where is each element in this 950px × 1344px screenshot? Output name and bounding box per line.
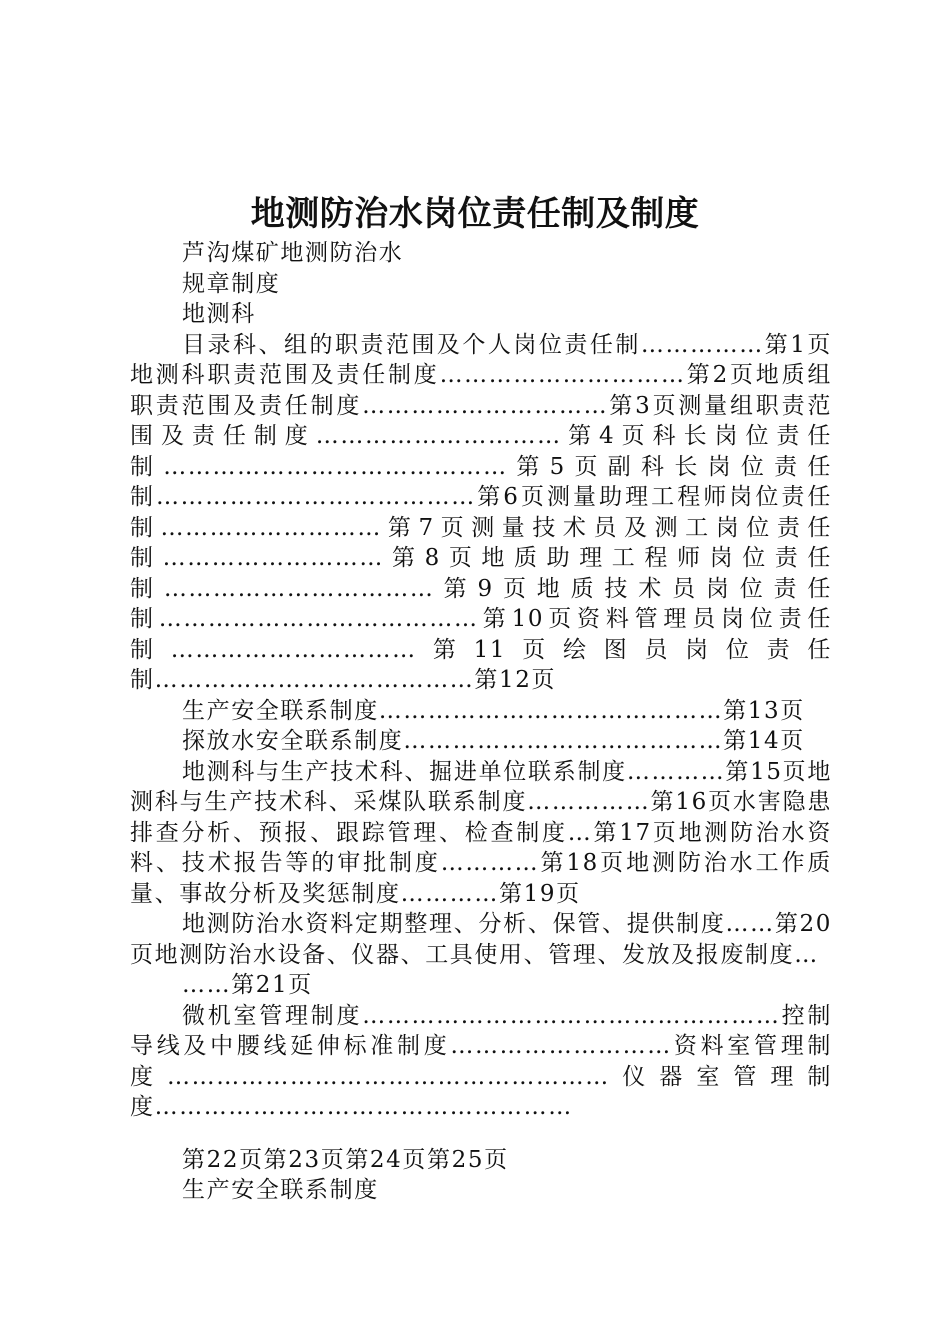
paragraph-contents-14: 探放水安全联系制度…………………………………第14页	[182, 728, 805, 754]
paragraph-mine-name: 芦沟煤矿地测防治水	[182, 240, 404, 266]
document-body	[130, 238, 832, 1206]
document-title: 地测防治水岗位责任制及制度	[250, 194, 700, 234]
paragraph-contents-1: 目录科、组的职责范围及个人岗位责任制……………第1页地测科职责范围及责任制度…………………………第2页地质组职责范围及责任制度…………………………第3页测量组职责范围及责任制度…………………………第4页科长岗位责任制……………………………………第5页副科长岗位责任制…………………………………第6页测量助理工程师岗位责任制………………………第7页测量技术员及测工岗位责任制………………………第8页地质助理工程师岗位责任制……………………………第9页地质技术员岗位责任制…………………………………第10页资料管理员岗位责任制…………………………第11页绘图员岗位责任制…………………………………第12页	[130, 331, 832, 693]
paragraph-department: 地测科	[182, 301, 256, 327]
paragraph-contents-13: 生产安全联系制度……………………………………第13页	[182, 697, 805, 724]
paragraph-contents-21: ……第21页	[182, 972, 313, 998]
paragraph-section-heading: 生产安全联系制度	[182, 1177, 379, 1203]
paragraph-rules: 规章制度	[182, 270, 281, 297]
paragraph-page-refs: 第22页第23页第24页第25页	[182, 1146, 509, 1173]
paragraph-contents-20: 地测防治水资料定期整理、分析、保管、提供制度……第20页地测防治水设备、仪器、工具使用、管理、发放及报废制度…	[130, 911, 832, 968]
paragraph-gap	[130, 1123, 832, 1145]
paragraph-contents-15: 地测科与生产技术科、掘进单位联系制度…………第15页地测科与生产技术科、采煤队联系制度……………第16页水害隐患排查分析、预报、跟踪管理、检查制度…第17页地测防治水资料、技术报告等的审批制度…………第18页地测防治水工作质量、事故分析及奖惩制度…………第19页	[130, 758, 832, 907]
paragraph-contents-22: 微机室管理制度……………………………………………控制导线及中腰线延伸标准制度………………………资料室管理制度………………………………………………仪器室管理制度……………………………………………	[130, 1002, 832, 1120]
